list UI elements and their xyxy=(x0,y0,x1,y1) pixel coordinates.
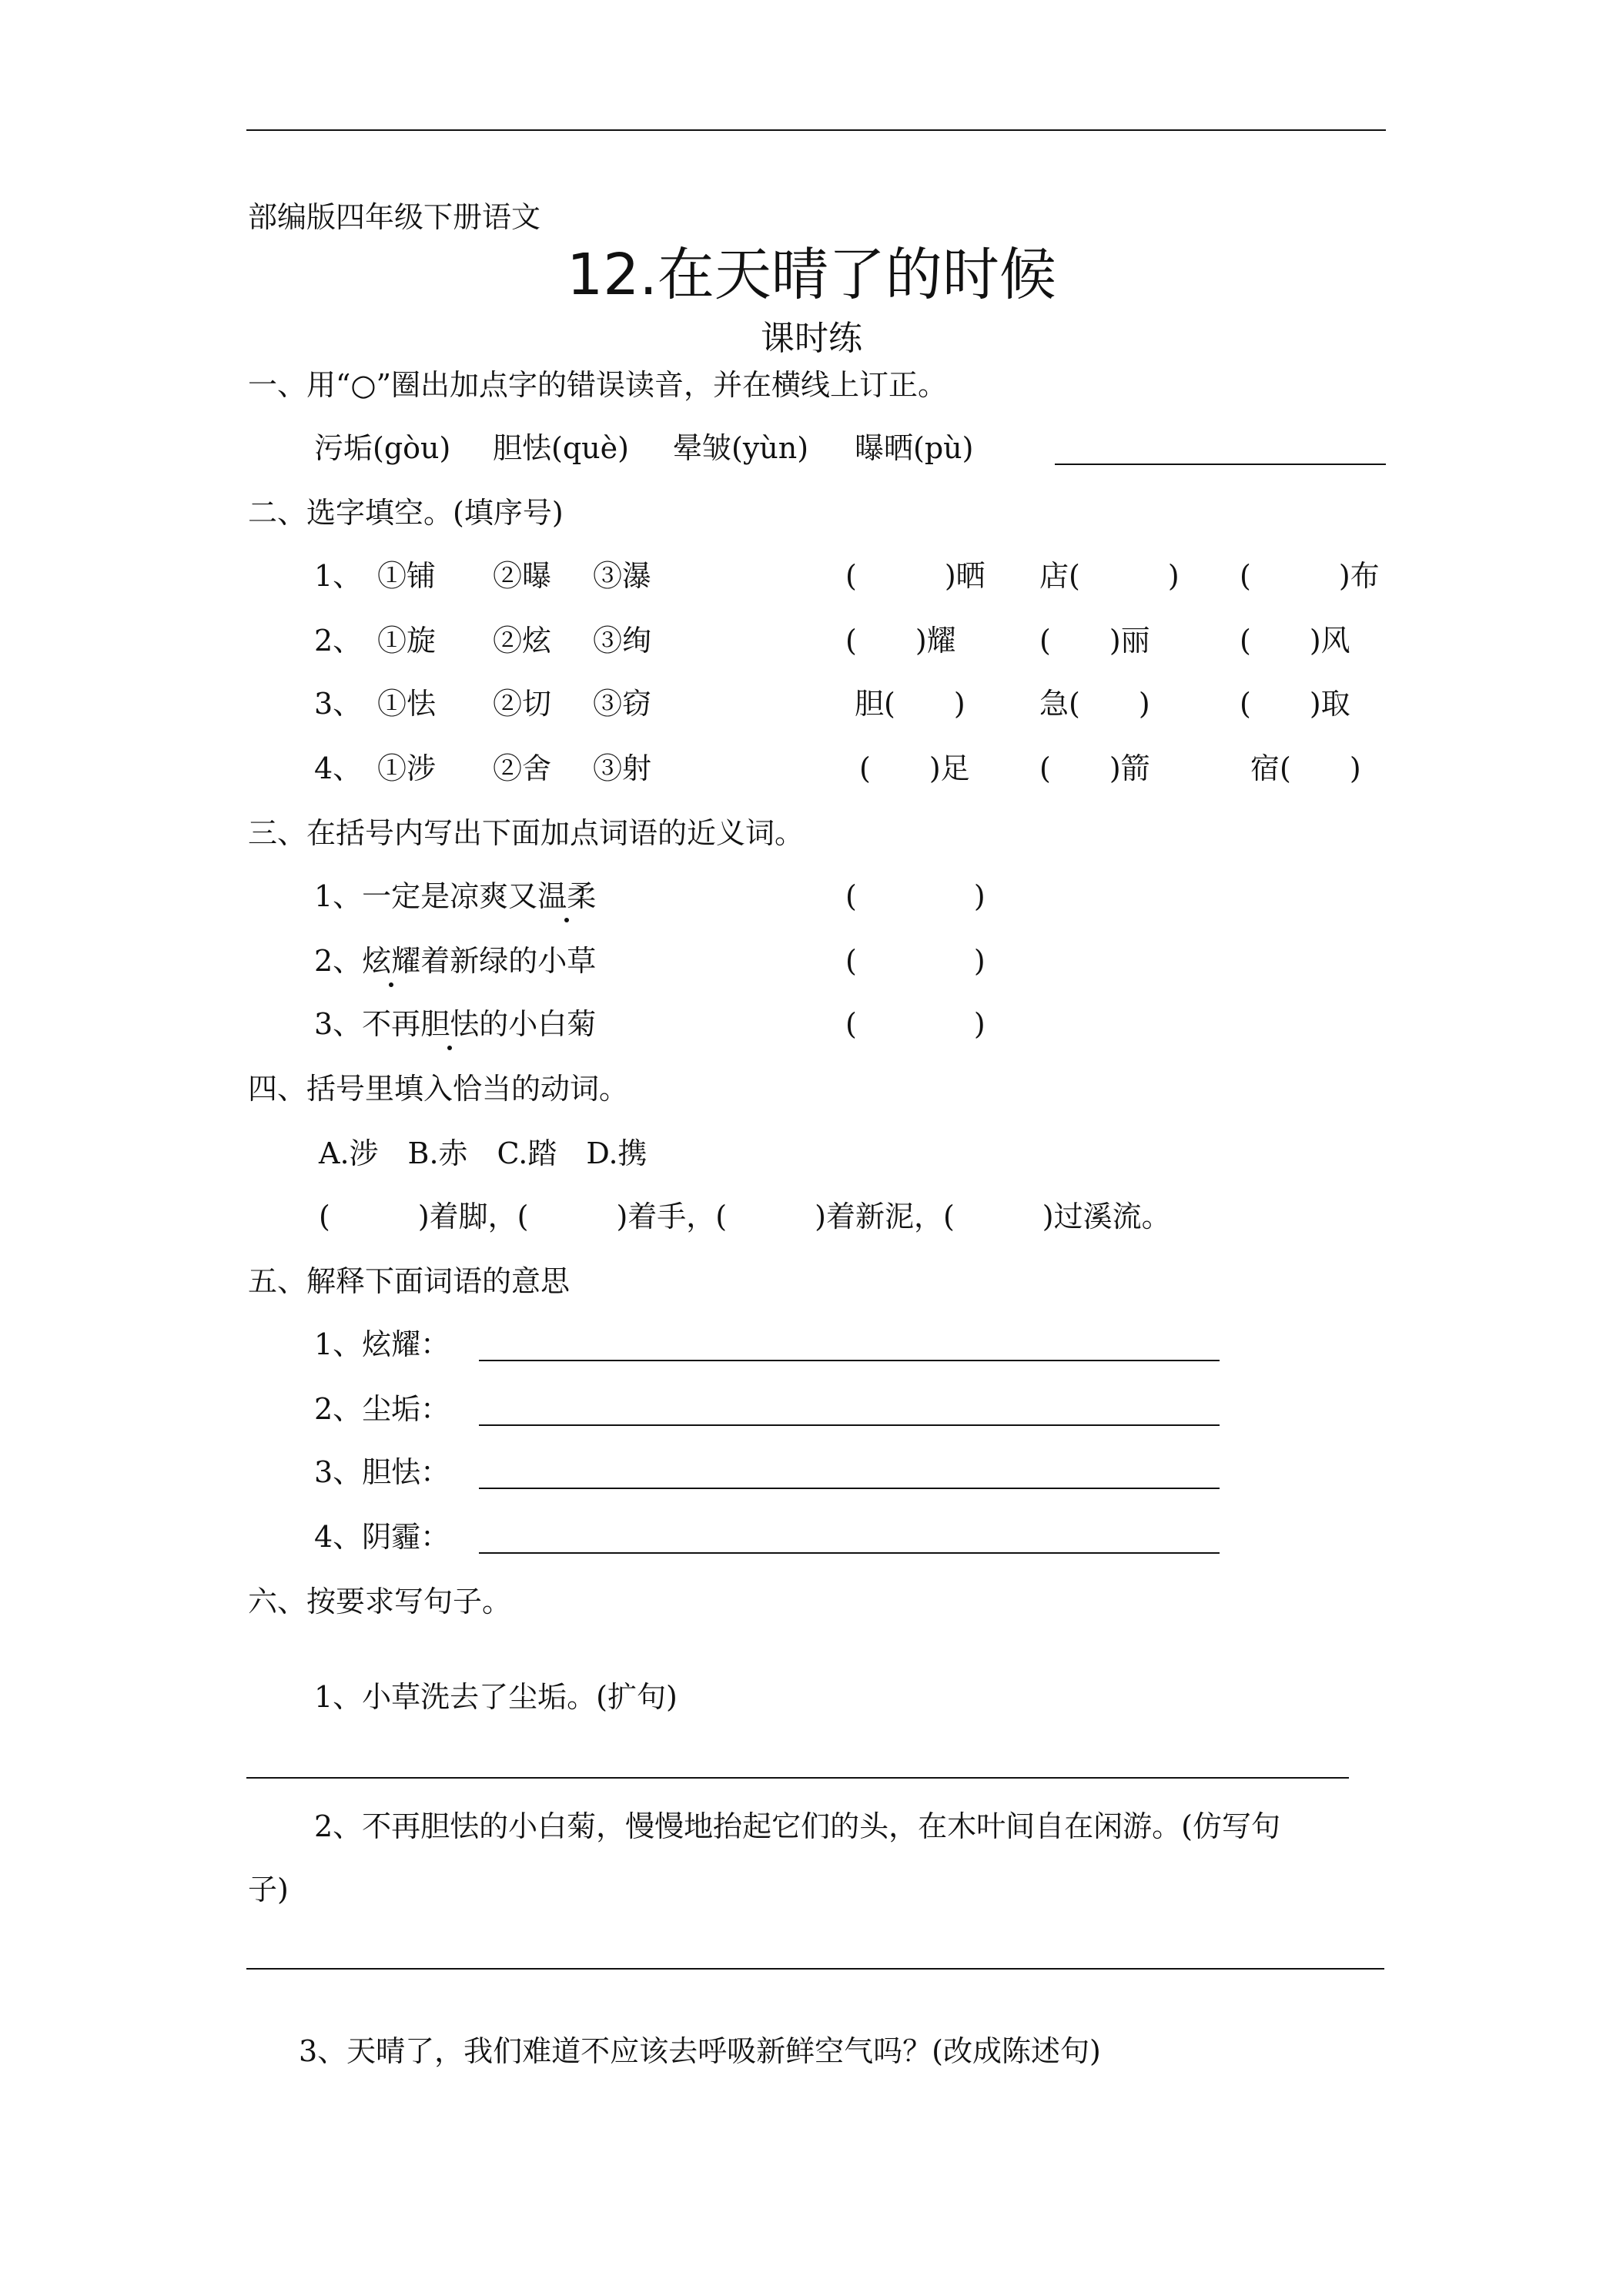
s2-row-4-opt1: ①涉 xyxy=(377,751,437,785)
s5-item-3: 3、胆怯： xyxy=(314,1455,450,1489)
s5-item-4: 4、阴霾： xyxy=(314,1520,450,1554)
s2-row-2-opt3: ③绚 xyxy=(593,624,652,658)
s2-row-2-blank1[interactable]: ( )耀 xyxy=(845,624,956,658)
s2-row-4-opt3: ③射 xyxy=(593,751,652,785)
s5-item-2-line[interactable] xyxy=(479,1424,1220,1426)
s2-row-1-blank3[interactable]: ( )布 xyxy=(1240,559,1380,593)
s3-item-2-dotted-word: 炫耀 xyxy=(362,944,421,978)
s2-row-1-blank2[interactable]: 店( ) xyxy=(1039,559,1180,593)
s1-answer-line[interactable] xyxy=(1055,464,1386,465)
s2-row-4-opt2: ②舍 xyxy=(493,751,552,785)
s2-row-4-blank2[interactable]: ( )箭 xyxy=(1039,751,1150,785)
s2-row-1-blank1[interactable]: ( )晒 xyxy=(845,559,986,593)
s1-item-1: 污垢(gòu) xyxy=(314,431,451,465)
s3-item-3-blank[interactable]: ( ) xyxy=(845,1007,986,1041)
s2-row-2-blank2[interactable]: ( )丽 xyxy=(1039,624,1150,658)
s2-row-3-blank2[interactable]: 急( ) xyxy=(1039,687,1150,721)
section-3-heading: 三、在括号内写出下面加点词语的近义词。 xyxy=(248,816,805,850)
s3-item-2 xyxy=(314,942,596,979)
s2-row-2-num: 2、 xyxy=(314,624,363,658)
s4-options: A.涉 B.赤 C.踏 D.携 xyxy=(319,1136,648,1170)
s2-row-4-blank3[interactable]: 宿( ) xyxy=(1250,751,1361,785)
s2-row-1-opt1: ①铺 xyxy=(377,559,437,593)
top-rule xyxy=(246,129,1386,131)
s2-row-2-blank3[interactable]: ( )风 xyxy=(1240,624,1350,658)
s3-item-2-pre: 2、 xyxy=(314,944,363,978)
s2-row-3-blank3[interactable]: ( )取 xyxy=(1240,687,1350,721)
s3-item-2-post: 着新绿的小草 xyxy=(420,944,597,978)
section-2-heading: 二、选字填空。(填序号) xyxy=(248,496,564,530)
s6-question-2-line[interactable] xyxy=(246,1968,1384,1970)
s3-item-3-dotted-word: 胆怯 xyxy=(420,1007,480,1041)
section-5-heading: 五、解释下面词语的意思 xyxy=(248,1264,571,1298)
s5-item-1-line[interactable] xyxy=(479,1360,1220,1361)
section-1-heading: 一、用“○”圈出加点字的错误读音，并在横线上订正。 xyxy=(248,368,948,402)
s6-question-3: 3、天晴了，我们难道不应该去呼吸新鲜空气吗？(改成陈述句) xyxy=(299,2034,1101,2068)
s6-question-2-line1: 2、不再胆怯的小白菊，慢慢地抬起它们的头，在木叶间自在闲游。(仿写句 xyxy=(314,1809,1281,1843)
s3-item-1-pre: 1、一定是凉爽又 xyxy=(314,879,538,913)
subject-label: 部编版四年级下册语文 xyxy=(248,200,541,234)
s3-item-1 xyxy=(314,878,596,915)
s2-row-3-opt1: ①怯 xyxy=(377,687,437,721)
s3-item-2-blank[interactable]: ( ) xyxy=(845,944,986,978)
page-subtitle: 课时练 xyxy=(761,319,862,358)
s2-row-4-blank1[interactable]: ( )足 xyxy=(859,751,970,785)
s2-row-3-opt3: ③窃 xyxy=(593,687,652,721)
s4-sentence[interactable]: ( )着脚，( )着手，( )着新泥，( )过溪流。 xyxy=(319,1200,1171,1233)
s2-row-2-opt1: ①旋 xyxy=(377,624,437,658)
s2-row-2-opt2: ②炫 xyxy=(493,624,552,658)
s6-question-2-line2: 子) xyxy=(248,1873,289,1906)
s2-row-3-num: 3、 xyxy=(314,687,363,721)
s2-row-1-num: 1、 xyxy=(314,559,363,593)
s2-row-1-opt3: ③瀑 xyxy=(593,559,652,593)
s5-item-4-line[interactable] xyxy=(479,1552,1220,1554)
s5-item-1: 1、炫耀： xyxy=(314,1327,450,1361)
s1-item-4: 曝晒(pù) xyxy=(855,431,974,465)
s5-item-3-line[interactable] xyxy=(479,1488,1220,1489)
s5-item-2: 2、尘垢： xyxy=(314,1392,450,1426)
s3-item-1-blank[interactable]: ( ) xyxy=(845,879,986,913)
s3-item-1-dotted-word: 温柔 xyxy=(537,879,597,913)
page-title: 12.在天晴了的时候 xyxy=(567,242,1056,308)
s2-row-4-num: 4、 xyxy=(314,751,363,785)
s2-row-3-opt2: ②切 xyxy=(493,687,552,721)
s3-item-3-pre: 3、不再 xyxy=(314,1007,421,1041)
s2-row-3-blank1[interactable]: 胆( ) xyxy=(855,687,965,721)
s1-item-3: 晕皱(yùn) xyxy=(673,431,809,465)
section-6-heading: 六、按要求写句子。 xyxy=(248,1585,512,1618)
s6-question-1: 1、小草洗去了尘垢。(扩句) xyxy=(314,1680,678,1714)
s3-item-3 xyxy=(314,1006,596,1043)
section-4-heading: 四、括号里填入恰当的动词。 xyxy=(248,1072,629,1106)
s1-item-2: 胆怯(què) xyxy=(493,431,629,465)
s2-row-1-opt2: ②曝 xyxy=(493,559,552,593)
s6-question-1-line[interactable] xyxy=(246,1777,1349,1779)
s3-item-3-post: 的小白菊 xyxy=(479,1007,597,1041)
